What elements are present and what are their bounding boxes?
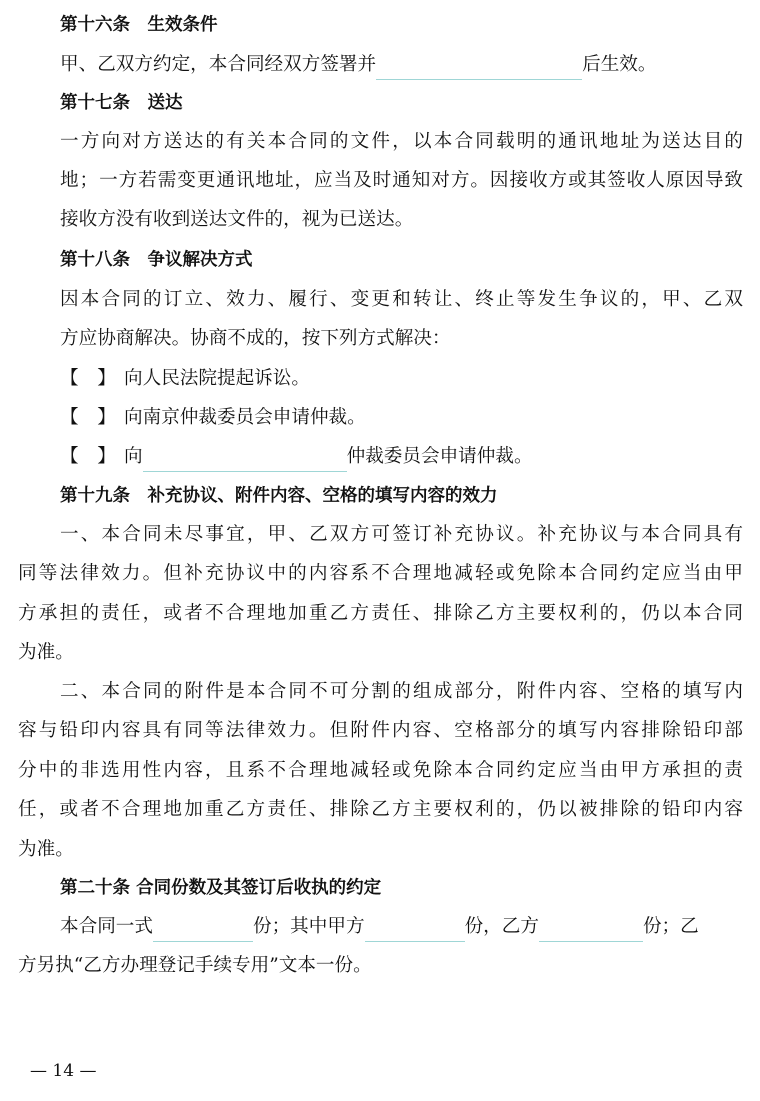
article-17-line-1: 一方向对方送达的有关本合同的文件，以本合同载明的通讯地址为送达目的: [60, 131, 743, 152]
article-18-line-2: 方应协商解决。协商不成的，按下列方式解决：: [60, 328, 451, 349]
option-checkbox-other[interactable]: 【 】: [60, 446, 116, 467]
dispute-option-nanjing-arbitration: [60, 403, 760, 433]
copies-party-a-blank[interactable]: [365, 919, 465, 942]
article-16-title: 第十六条 生效条件: [60, 15, 218, 35]
article-16-text-a: 甲、乙双方约定，本合同经双方签署并: [60, 54, 377, 75]
option-checkbox-court[interactable]: 【 】: [60, 368, 116, 389]
article-19-p1-line-2: 同等法律效力。但补充协议中的内容系不合理地减轻或免除本合同约定应当由甲: [18, 563, 743, 584]
article-19-p1-line-4: 为准。: [18, 642, 74, 663]
article-19-p1-line-1: 一、本合同未尽事宜，甲、乙双方可签订补充协议。补充协议与本合同具有: [60, 524, 743, 545]
effective-condition-blank[interactable]: [376, 57, 582, 80]
article-17-title: 第十七条 送达: [60, 93, 183, 113]
article-18-line-1: 因本合同的订立、效力、履行、变更和转让、终止等发生争议的，甲、乙双: [60, 289, 743, 310]
article-19-p2-line-1: 二、本合同的附件是本合同不可分割的组成部分，附件内容、空格的填写内: [60, 681, 743, 702]
article-17-line-3: 接收方没有收到送达文件的，视为已送达。: [60, 209, 414, 230]
article-20-line-1: [60, 912, 760, 942]
option-other-text-b: 仲裁委员会申请仲裁。: [346, 446, 533, 467]
article-20-line-2: 方另执“乙方办理登记手续专用”文本一份。: [18, 955, 372, 976]
option-checkbox-nanjing[interactable]: 【 】: [60, 407, 116, 428]
article-19-p2-line-3: 分中的非选用性内容，且系不合理地减轻或免除本合同约定应当由甲方承担的责: [18, 760, 743, 781]
option-nanjing-label: 向南京仲裁委员会申请仲裁。: [124, 407, 366, 428]
copies-party-b-label: 份，乙方: [464, 916, 539, 937]
copies-total-label: 本合同一式: [60, 916, 153, 937]
article-18-title: 第十八条 争议解决方式: [60, 250, 253, 270]
copies-tail-text: 份；乙: [642, 916, 699, 937]
article-17-line-2: 地；一方若需变更通讯地址，应当及时通知对方。因接收方或其签收人原因导致: [60, 170, 743, 191]
article-19-title: 第十九条 补充协议、附件内容、空格的填写内容的效力: [60, 486, 498, 506]
page-number: — 14 —: [30, 1061, 97, 1081]
dispute-option-other-arbitration: [60, 442, 760, 472]
article-19-p2-line-5: 为准。: [18, 839, 74, 860]
article-19-p2-line-2: 容与铅印内容具有同等法律效力。但附件内容、空格部分的填写内容排除铅印部: [18, 720, 743, 741]
copies-party-b-blank[interactable]: [539, 919, 643, 942]
article-20-title: 第二十条 合同份数及其签订后收执的约定: [60, 878, 382, 898]
copies-party-a-label: 份；其中甲方: [252, 916, 365, 937]
article-16-text-b: 后生效。: [582, 54, 657, 75]
option-other-text-a: 向: [124, 446, 143, 467]
arbitration-commission-blank[interactable]: [143, 449, 347, 472]
option-court-label: 向人民法院提起诉讼。: [124, 368, 310, 389]
dispute-option-court: [60, 364, 760, 394]
copies-total-blank[interactable]: [153, 919, 253, 942]
article-19-p1-line-3: 方承担的责任，或者不合理地加重乙方责任、排除乙方主要权利的，仍以本合同: [18, 603, 743, 624]
article-19-p2-line-4: 任，或者不合理地加重乙方责任、排除乙方主要权利的，仍以被排除的铅印内容: [18, 799, 743, 820]
article-16-text: [60, 50, 760, 80]
